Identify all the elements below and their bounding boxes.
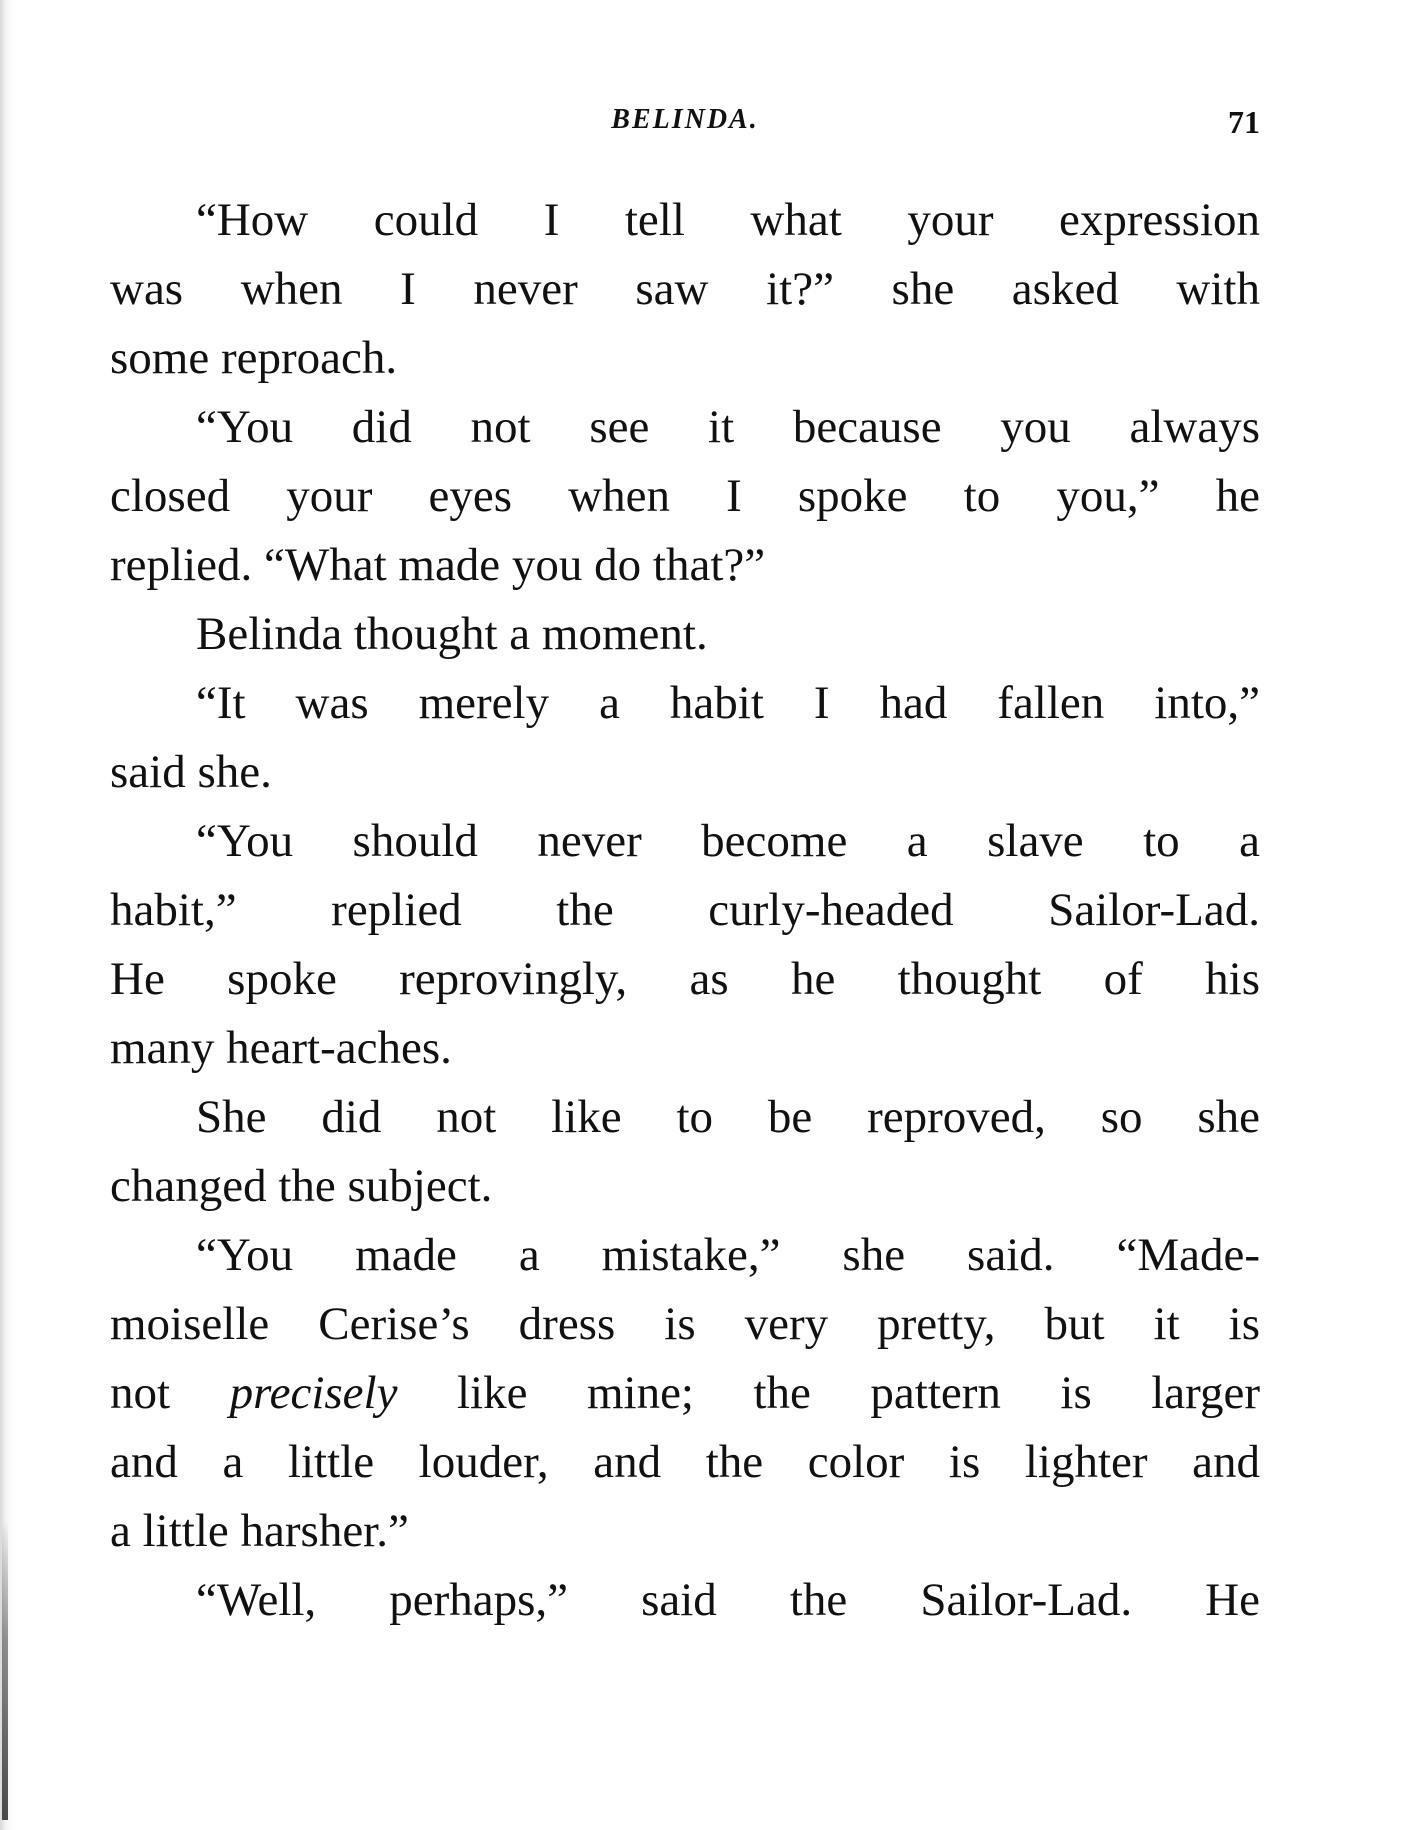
text-line: “How could I tell what your expression: [196, 194, 1260, 246]
text-line: a little harsher.”: [110, 1505, 409, 1557]
running-head: [110, 104, 1260, 144]
running-title: BELINDA.: [611, 104, 759, 135]
text-line: moiselle Cerise’s dress is very pretty, but it is: [110, 1298, 1260, 1350]
emphasized-word: precisely: [229, 1367, 398, 1419]
text-line: “You should never become a slave to a: [196, 815, 1260, 867]
text-line: many heart-aches.: [110, 1022, 452, 1074]
text-line: closed your eyes when I spoke to you,” he: [110, 470, 1260, 522]
text-line: changed the subject.: [110, 1160, 493, 1212]
text-line: She did not like to be reproved, so she: [196, 1091, 1260, 1143]
text-line: said she.: [110, 746, 272, 798]
text-line: replied. “What made you do that?”: [110, 539, 766, 591]
text-line: “You did not see it because you always: [196, 401, 1260, 453]
text-line: “It was merely a habit I had fallen into,”: [196, 677, 1260, 729]
text-line: [110, 1359, 1260, 1428]
page-binding-edge: [0, 0, 14, 1830]
text-line: He spoke reprovingly, as he thought of his: [110, 953, 1260, 1005]
text-line: and a little louder, and the color is lighter and: [110, 1436, 1260, 1488]
text-line: habit,” replied the curly-headed Sailor-Lad.: [110, 884, 1260, 936]
text-line: “Well, perhaps,” said the Sailor-Lad. He: [196, 1574, 1260, 1626]
text-line: “You made a mistake,” she said. “Made-: [196, 1229, 1260, 1281]
text-line: some reproach.: [110, 332, 398, 384]
text-line: Belinda thought a moment.: [196, 608, 708, 660]
text-run: like mine; the pattern is larger: [397, 1367, 1260, 1419]
body-text: [110, 186, 1260, 1635]
text-line: was when I never saw it?” she asked with: [110, 263, 1260, 315]
text-run: not: [110, 1367, 230, 1419]
page-number: 71: [1228, 104, 1260, 140]
